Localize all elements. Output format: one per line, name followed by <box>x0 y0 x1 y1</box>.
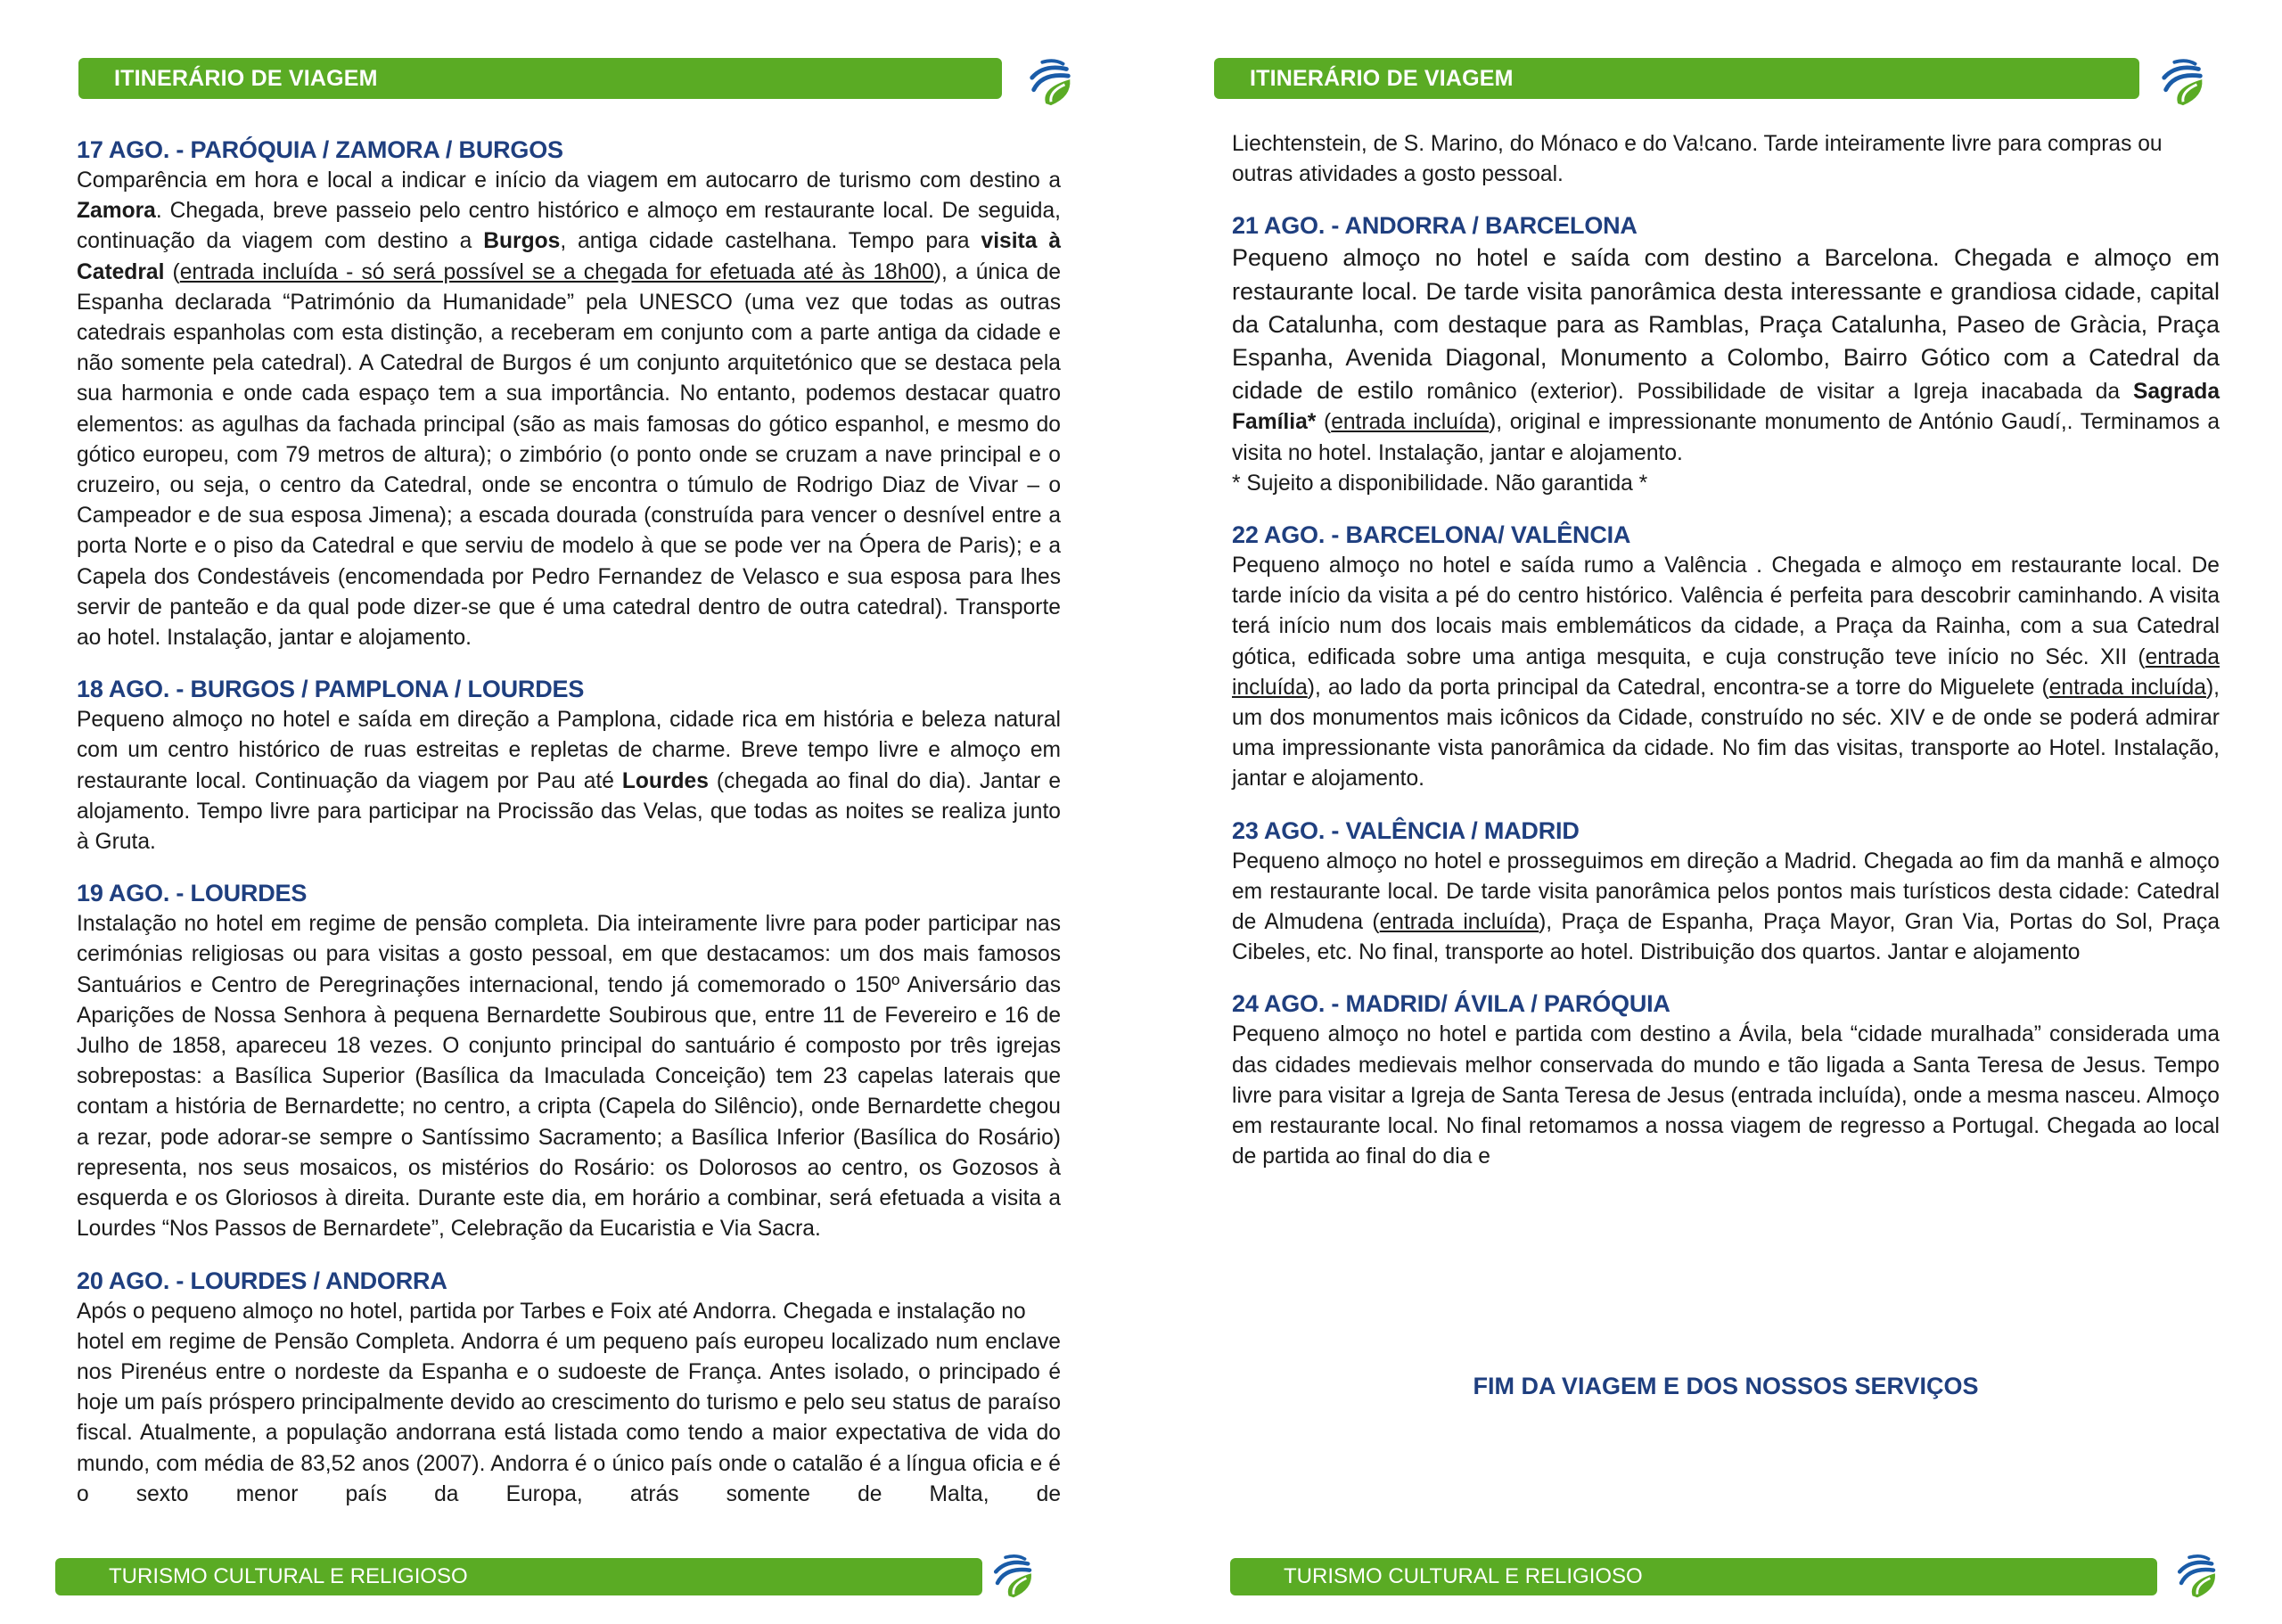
globe-swoosh-logo-icon <box>1025 55 1077 107</box>
text: Comparência em hora e local a indicar e início da viagem em autocarro de turismo com destino a <box>77 168 1061 193</box>
globe-swoosh-logo-icon <box>2173 1551 2221 1599</box>
day-24 <box>1232 988 2220 1172</box>
text: . Chegada, breve passeio pelo centro histórico e almoço em restaurante local. De seguida, continuação da viagem com destino a <box>77 199 1061 254</box>
left-header-bar <box>78 58 1002 99</box>
day-23 <box>1232 815 2220 969</box>
text: Pequeno almoço no hotel e saída rumo a Valência . Chegada e almoço em restaurante local. De tarde início da visita a pé do centro histórico. Valência é perfeita para descobrir caminhando. A visita terá início num dos locais mais emblemáticos da cidade, a Praça da Rainha, com a sua Catedral gótica, edificada sobre uma antiga mesquita, e cuja construção teve início no Séc. XII ( <box>1232 554 2220 669</box>
day-title: 23 AGO. - VALÊNCIA / MADRID <box>1232 816 1580 844</box>
day-title: 21 AGO. - ANDORRA / BARCELONA <box>1232 212 1638 240</box>
text: Pequeno almoço no hotel e prosseguimos em direção a Madrid. Chegada ao fim da manhã e almoço em restaurante local. De tarde visita panorâmica pelos pontos mais turísticos desta cidade: Catedral de Almudena ( <box>1232 849 2220 935</box>
bold-text: Sagrada Família* <box>1232 380 2220 435</box>
day-18 <box>77 673 1061 857</box>
bold-text: Burgos <box>483 229 561 254</box>
day-title: 20 AGO. - LOURDES / ANDORRA <box>77 1267 447 1294</box>
day-19 <box>77 877 1061 1244</box>
day-description <box>1232 242 2220 468</box>
text: ), Praça de Espanha, Praça Mayor, Gran Via, Portas do Sol, Praça Cibeles, etc. No final, transporte ao hotel. Distribuição dos quartos. Jantar e alojamento <box>1232 910 2220 965</box>
text: ), ao lado da porta principal da Catedral, encontra-se a torre do Miguelete ( <box>1307 675 2049 700</box>
closing-statement: FIM DA VIAGEM E DOS NOSSOS SERVIÇOS <box>1473 1373 1979 1399</box>
right-page-content <box>1232 129 2220 1192</box>
underlined-note: entrada incluída <box>1379 910 1539 935</box>
availability-note: * Sujeito a disponibilidade. Não garantida * <box>1232 471 1648 496</box>
globe-swoosh-logo-icon <box>2157 55 2209 107</box>
day-description: Instalação no hotel em regime de pensão completa. Dia inteiramente livre para poder participar nas cerimónias religiosas ou para visitas a gosto pessoal, em que destacamos: um dos mais famosos Santuários e Centro de Peregrinações internacional, tendo já comemorado o 150º Aniversário das Aparições de Nossa Senhora à pequena Bernardette Soubirous que, entre 11 de Fevereiro e 16 de Julho de 1858, apareceu 18 vezes. O conjunto principal do santuário é composto por três igrejas sobrepostas: a Basílica Superior (Basílica da Imaculada Conceição) tem 23 capelas laterais que contam a história de Bernardette; no centro, a cripta (Capela do Silêncio), onde Bernardette chegou a rezar, pode adorar-se sempre o Santíssimo Sacramento; a Basílica Inferior (Basílica do Rosário) representa, nos seus mosaicos, os mistérios do Rosário: os Dolorosos ao centro, os Gozosos à esquerda e os Gloriosos à direita. Durante este dia, em horário a combinar, será efetuada a visita a Lourdes “Nos Passos de Bernardete”, Celebração da Eucaristia e Via Sacra. <box>77 912 1061 1242</box>
day-description: Pequeno almoço no hotel e partida com destino a Ávila, bela “cidade muralhada” considerada uma das cidades medievais melhor conservada do mundo e tão ligada a Santa Teresa de Jesus. Tempo livre para visitar a Igreja de Santa Teresa de Jesus (entrada incluída), onde a mesma nasceu. Almoço em restaurante local. No final retomamos a nossa viagem de regresso a Portugal. Chegada ao local de partida ao final do dia e <box>1232 1022 2220 1169</box>
day-20 <box>77 1265 1061 1510</box>
text: Pequeno almoço no hotel e saída com destino a Barcelona. Chegada e almoço em restaurante local. De tarde visita panorâmica desta interessante e grandiosa cidade, capital da Catalunha, com destaque para as Ramblas, Praça Catalunha, Paseo de Gràcia, Praça Espanha, Avenida Diagonal, Monumento a Colombo, Bairro Gótico com a Catedral da cidade de estilo <box>1232 244 2220 405</box>
bold-text: Zamora <box>77 199 156 224</box>
text: ), a única de Espanha declarada “Património da Humanidade” pela UNESCO (uma vez que todas as outras catedrais espanholas com esta distinção, a receberam em conjunto com a parte antiga da cidade e não somente pela catedral). A Catedral de Burgos é um conjunto arquitetónico que se destaca pela sua harmonia e onde cada espaço tem a sua importância. No entanto, podemos destacar quatro elementos: as agulhas da fachada principal (são as mais famosas do gótico espanhol, e mesmo do gótico europeu, com 79 metros de altura); o zimbório (o ponto onde se cruzam a nave principal e o cruzeiro, ou seja, o centro da Catedral, onde se encontra o túmulo de Rodrigo Diaz de Vivar – o Campeador e de sua esposa Jimena); a escada dourada (construída para vencer o desnível entre a porta Norte e o piso da Catedral e que serviu de modelo à que se pode ver na Ópera de Paris); e a Capela dos Condestáveis (encomendada por Pedro Fernandez de Velasco e sua esposa para lhes servir de panteão e da qual pode dizer-se que é uma catedral dentro de outra catedral). Transporte ao hotel. Instalação, jantar e alojamento. <box>77 259 1062 651</box>
continuation <box>1232 129 2220 190</box>
day-title: 19 AGO. - LOURDES <box>77 880 308 907</box>
day-description <box>77 166 1061 653</box>
continuation-text: Liechtenstein, de S. Marino, do Mónaco e do Va!cano. Tarde inteiramente livre para compras ou outras atividades a gosto pessoal. <box>1232 132 2163 187</box>
text: ( <box>164 259 180 284</box>
day-title: 18 AGO. - BURGOS / PAMPLONA / LOURDES <box>77 676 585 703</box>
text: ), original e impressionante monumento de António Gaudí,. Terminamos a visita no hotel. Instalação, jantar e alojamento. <box>1232 410 2220 465</box>
footer-title: TURISMO CULTURAL E RELIGIOSO <box>1284 1564 1643 1588</box>
day-title: 17 AGO. - PARÓQUIA / ZAMORA / BURGOS <box>77 136 563 163</box>
text: Pequeno almoço no hotel e saída em direção a Pamplona, cidade rica em história e beleza natural com um centro histórico de ruas estreitas e repletas de charme. Breve tempo livre e almoço em restaurante local. Continuação da viagem por Pau até <box>77 708 1061 793</box>
day-17 <box>77 134 1061 653</box>
bold-text: visita à Catedral <box>77 229 1062 284</box>
day-description <box>77 705 1061 857</box>
underlined-note: entrada incluída <box>2048 675 2206 700</box>
right-footer-bar <box>1230 1558 2157 1595</box>
underlined-note: entrada incluída <box>1331 410 1490 435</box>
header-title: ITINERÁRIO DE VIAGEM <box>1250 65 1514 91</box>
left-page-content <box>77 134 1061 1530</box>
underlined-note: entrada incluída - só será possível se a chegada for efetuada até às 18h00 <box>179 259 934 284</box>
day-21 <box>1232 209 2220 499</box>
day-title: 24 AGO. - MADRID/ ÁVILA / PARÓQUIA <box>1232 990 1670 1018</box>
bold-text: Lourdes <box>621 768 709 793</box>
globe-swoosh-logo-icon <box>989 1551 1038 1599</box>
day-description <box>1232 847 2220 969</box>
left-footer-bar <box>55 1558 982 1595</box>
day-22 <box>1232 519 2220 795</box>
day-title: 22 AGO. - BARCELONA/ VALÊNCIA <box>1232 521 1631 549</box>
text: românico (exterior). Possibilidade de visitar a Igreja inacabada da <box>1413 380 2133 405</box>
day-description-first-line: Após o pequeno almoço no hotel, partida por Tarbes e Foix até Andorra. Chegada e instalação no <box>77 1299 1026 1324</box>
text: , antiga cidade castelhana. Tempo para <box>560 229 981 254</box>
underlined-note: entrada incluída <box>1232 644 2220 700</box>
text: ), um dos monumentos mais icônicos da Cidade, construído no séc. XIV e de onde se poderá admirar uma impressionante vista panorâmica da cidade. No fim das visitas, transporte ao Hotel. Instalação, jantar e alojamento. <box>1232 675 2220 791</box>
right-header-bar <box>1214 58 2139 99</box>
day-description <box>1232 551 2220 795</box>
day-description: hotel em regime de Pensão Completa. Andorra é um pequeno país europeu localizado num enclave nos Pirenéus entre o nordeste da Espanha e o sudoeste de França. Antes isolado, o principado é hoje um país próspero principalmente devido ao crescimento do turismo e pelo seu status de paraíso fiscal. Atualmente, a população andorrana está listada como tendo a maior expectativa de vida do mundo, com média de 83,52 anos (2007). Andorra é o único país onde o catalão é a língua oficia e é o sexto menor país da Europa, atrás somente de Malta, de <box>77 1329 1061 1506</box>
text: (chegada ao final do dia). Jantar e alojamento. Tempo livre para participar na Procissão das Velas, que todas as noites se realiza junto à Gruta. <box>77 768 1061 855</box>
text: ( <box>1316 410 1332 435</box>
footer-title: TURISMO CULTURAL E RELIGIOSO <box>109 1564 468 1588</box>
header-title: ITINERÁRIO DE VIAGEM <box>114 65 378 91</box>
